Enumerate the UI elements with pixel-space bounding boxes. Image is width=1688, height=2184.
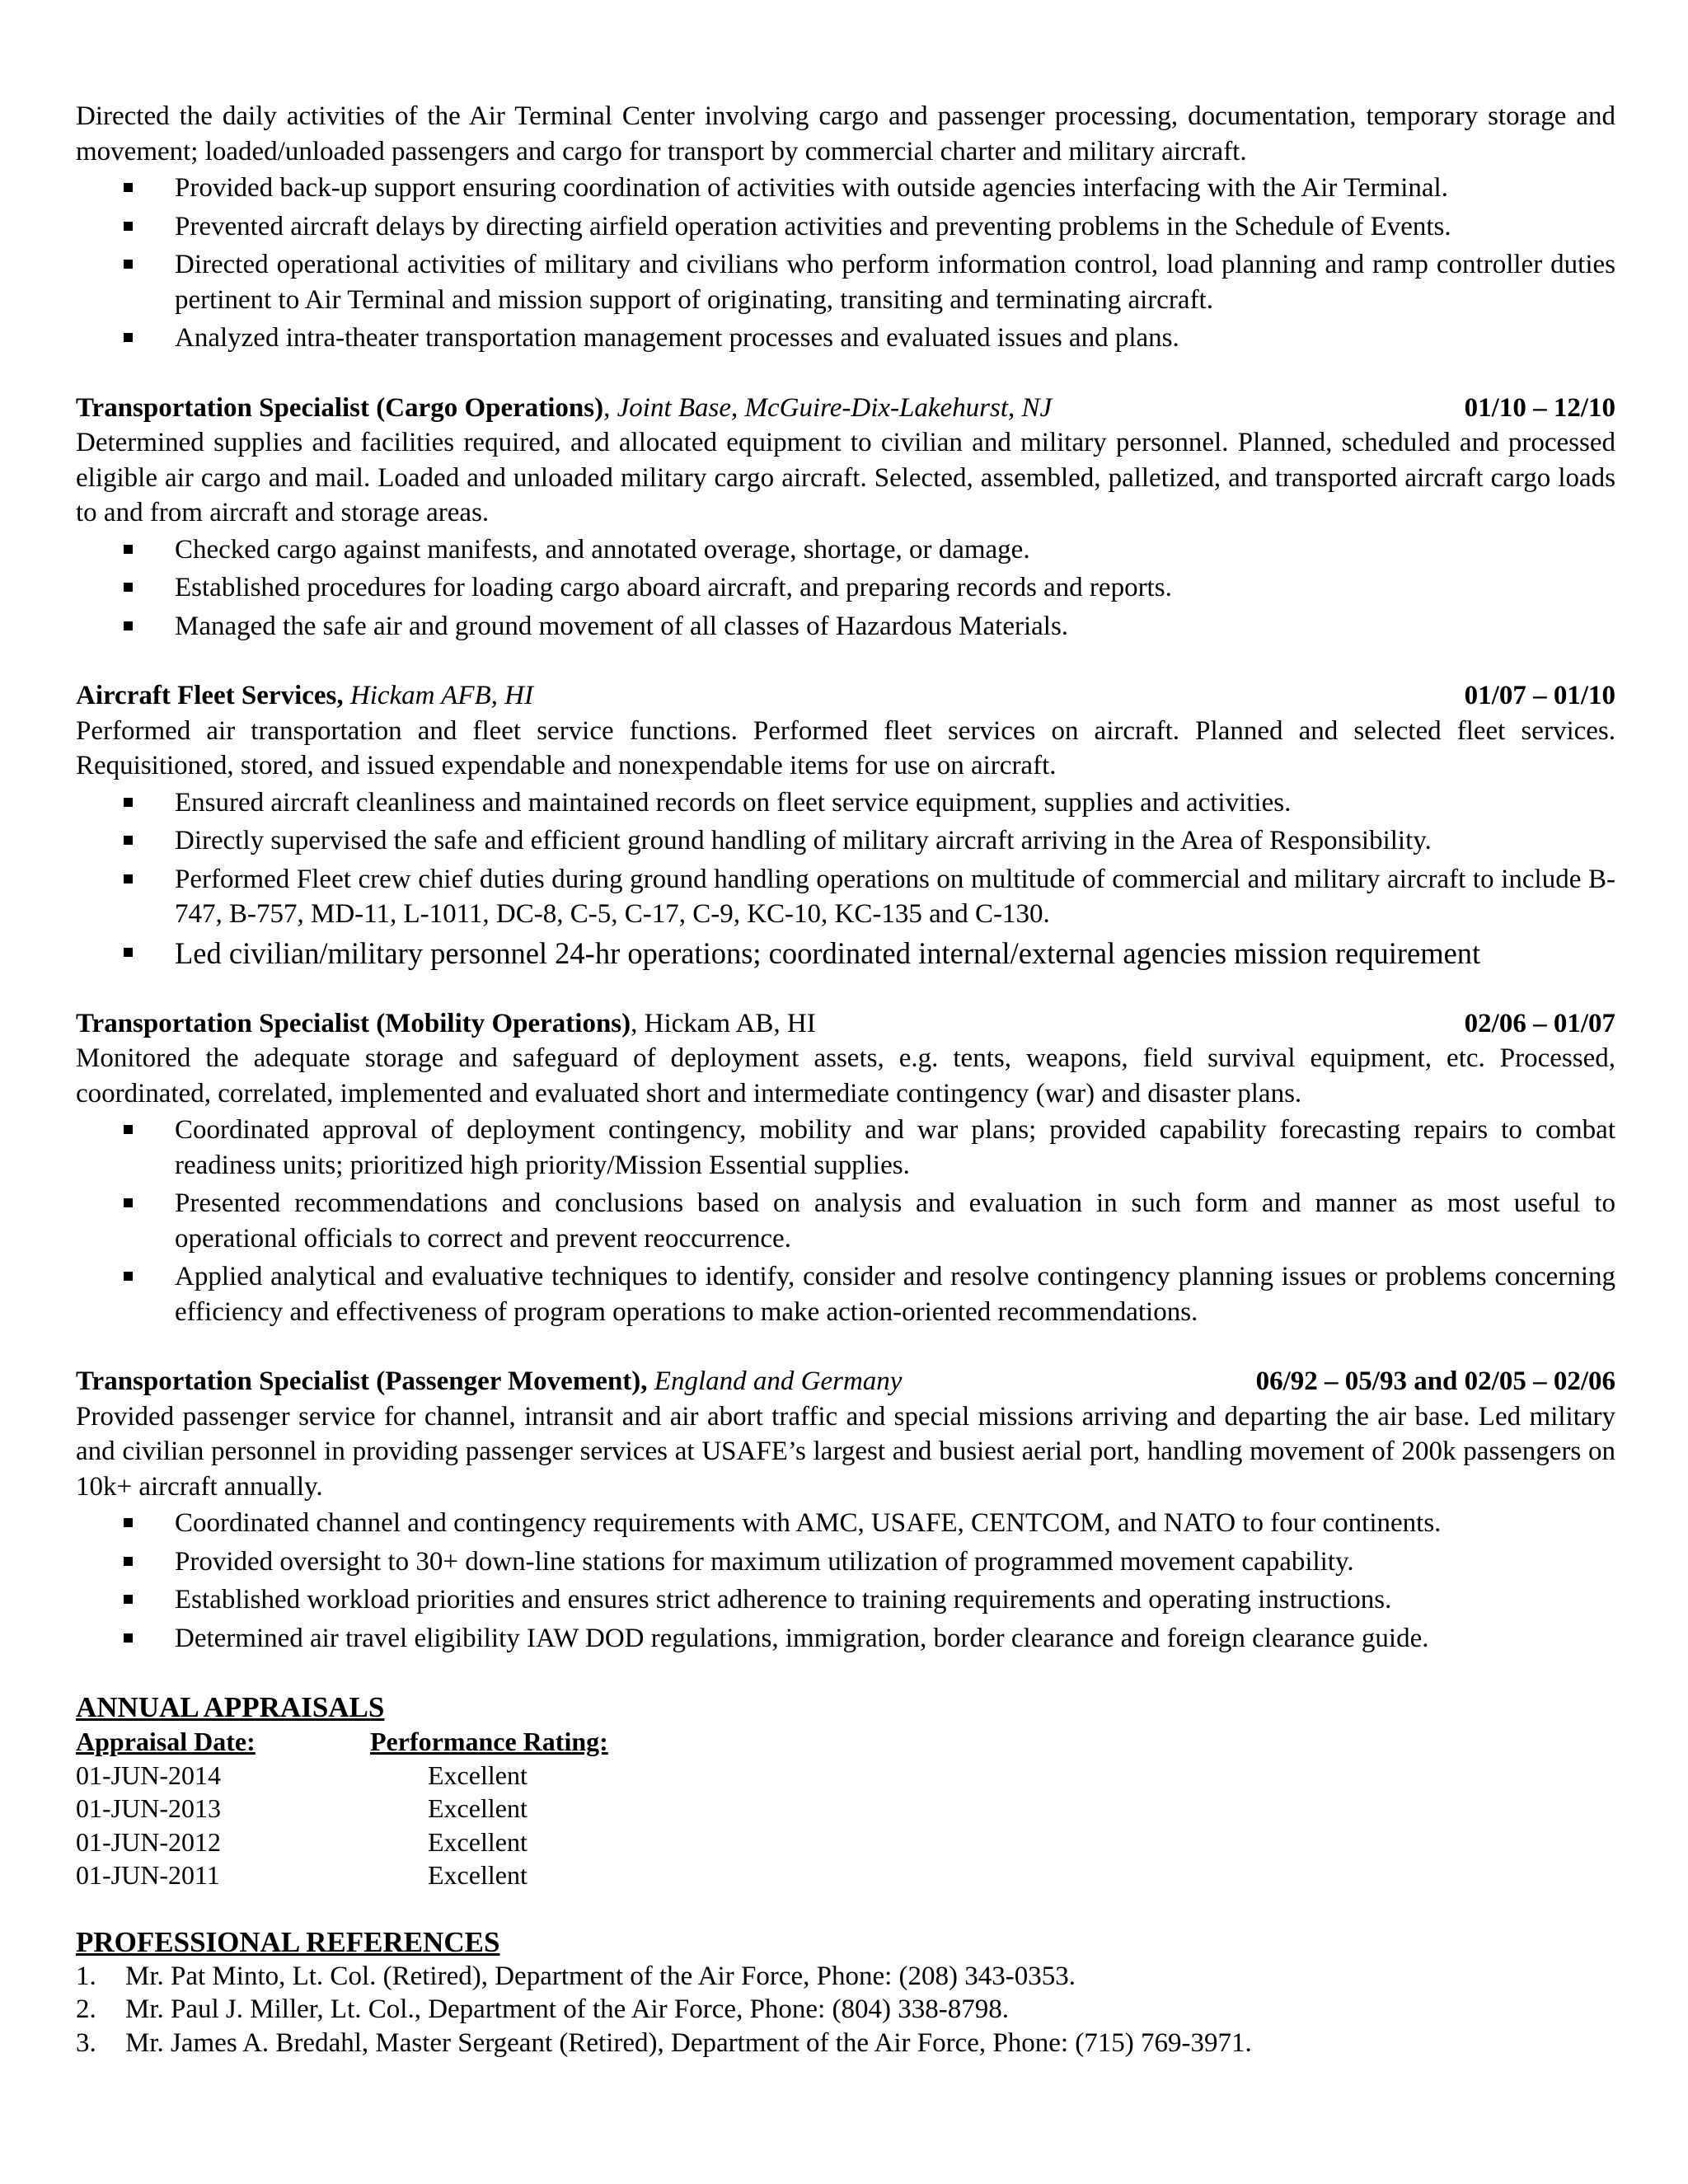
job-header: Transportation Specialist (Mobility Operations), Hickam AB, HI 02/06 – 01/07 [76, 1006, 1615, 1042]
list-item: Determined air travel eligibility IAW DOD regulations, immigration, border clearance and foreign clearance guide. [175, 1621, 1615, 1657]
bullet-icon [124, 1125, 133, 1134]
appraisal-date: 01-JUN-2013 [76, 1793, 221, 1823]
bullet-icon [124, 222, 133, 231]
list-item [76, 1993, 1615, 2027]
table-row [76, 1858, 1615, 1892]
reference-number: 2. [76, 1994, 96, 2024]
reference-number: 1. [76, 1961, 96, 1991]
job-location: Hickam AFB, HI [349, 681, 533, 710]
list-item: Checked cargo against manifests, and annotated overage, shortage, or damage. [175, 532, 1615, 568]
list-item: Applied analytical and evaluative techniques to identify, consider and resolve contingency planning issues or problems concerning efficiency and effectiveness of program operations to make action-oriented recommendations. [175, 1259, 1615, 1329]
intro-section [76, 99, 1615, 356]
bullet-icon [124, 1633, 133, 1643]
bullet-icon [124, 1557, 133, 1566]
list-item [76, 2027, 1615, 2060]
appraisals-section [76, 1690, 1615, 1892]
reference-text: Mr. James A. Bredahl, Master Sergeant (Retired), Department of the Air Force, Phone: (715) 769-3971. [125, 2027, 1252, 2058]
list-item: Directed operational activities of military and civilians who perform information control, load planning and ramp controller duties pertinent to Air Terminal and mission support of originating, transiting and terminating aircraft. [175, 247, 1615, 317]
job-title: Transportation Specialist (Passenger Movement), [76, 1366, 648, 1396]
bullet-icon [124, 1198, 133, 1207]
appraisal-date: 01-JUN-2011 [76, 1860, 220, 1890]
appraisal-rating: Excellent [428, 1860, 528, 1890]
job-entry-passenger-movement [76, 1364, 1615, 1656]
job-bullets [76, 1113, 1615, 1329]
list-item: Ensured aircraft cleanliness and maintained records on fleet service equipment, supplies and activities. [175, 785, 1615, 821]
list-item [76, 1960, 1615, 1994]
job-title: Transportation Specialist (Mobility Operations) [76, 1008, 631, 1038]
reference-text: Mr. Paul J. Miller, Lt. Col., Department of the Air Force, Phone: (804) 338-8798. [125, 1994, 1009, 2024]
list-item: Coordinated channel and contingency requirements with AMC, USAFE, CENTCOM, and NATO to four continents. [175, 1506, 1615, 1541]
list-item: Led civilian/military personnel 24-hr operations; coordinated internal/external agencies mission requirement [175, 935, 1615, 972]
job-description: Monitored the adequate storage and safeguard of deployment assets, e.g. tents, weapons, field survival equipment, etc. Processed, coordinated, correlated, implemented and evaluated short and intermediate contingency (war) and disaster plans. [76, 1043, 1615, 1108]
column-header-rating: Performance Rating: [370, 1727, 608, 1756]
list-item: Prevented aircraft delays by directing airfield operation activities and preventing problems in the Schedule of Events. [175, 209, 1615, 245]
job-entry-mobility-operations [76, 1006, 1615, 1330]
reference-text: Mr. Pat Minto, Lt. Col. (Retired), Department of the Air Force, Phone: (208) 343-0353. [125, 1961, 1076, 1991]
appraisals-heading: ANNUAL APPRAISALS [76, 1691, 385, 1723]
job-bullets [76, 1506, 1615, 1656]
references-heading: PROFESSIONAL REFERENCES [76, 1925, 500, 1958]
bullet-icon [124, 260, 133, 269]
table-row [76, 1792, 1615, 1825]
table-row [76, 1759, 1615, 1793]
bullet-icon [124, 583, 133, 592]
resume-page [76, 99, 1615, 2060]
list-item: Analyzed intra-theater transportation management processes and evaluated issues and plans. [175, 321, 1615, 356]
job-description: Performed air transportation and fleet service functions. Performed fleet services on aircraft. Planned and selected fleet services. Requisitioned, stored, and issued expendable and nonexpendable items for use on aircraft. [76, 715, 1615, 780]
list-item: Presented recommendations and conclusions based on analysis and evaluation in such form and manner as most useful to operational officials to correct and prevent reoccurrence. [175, 1186, 1615, 1256]
list-item: Directly supervised the safe and efficient ground handling of military aircraft arriving in the Area of Responsibility. [175, 823, 1615, 859]
job-title: Aircraft Fleet Services, [76, 681, 344, 710]
intro-text: Directed the daily activities of the Air Terminal Center involving cargo and passenger processing, documentation, temporary storage and movement; loaded/unloaded passengers and cargo for transport by commercial charter and military aircraft. [76, 101, 1615, 166]
appraisal-date: 01-JUN-2012 [76, 1826, 221, 1857]
job-location: England and Germany [654, 1366, 903, 1396]
bullet-icon [124, 836, 133, 845]
job-location: Joint Base, McGuire-Dix-Lakehurst, NJ [617, 392, 1053, 423]
job-header: Transportation Specialist (Cargo Operations), Joint Base, McGuire-Dix-Lakehurst, NJ 01/10 – 12/10 [76, 391, 1615, 426]
table-row [76, 1825, 1615, 1859]
bullet-icon [124, 1272, 133, 1281]
list-item: Coordinated approval of deployment contingency, mobility and war plans; provided capability forecasting repairs to combat readiness units; prioritized high priority/Mission Essential supplies. [175, 1113, 1615, 1183]
job-dates: 01/10 – 12/10 [1464, 392, 1615, 423]
job-description: Provided passenger service for channel, intransit and air abort traffic and special missions arriving and departing the air base. Led military and civilian personnel in providing passenger services at USAFE’s largest and busiest aerial port, handling movement of 200k passengers on 10k+ aircraft annually. [76, 1401, 1615, 1502]
appraisal-date: 01-JUN-2014 [76, 1760, 221, 1790]
job-header [76, 1364, 1615, 1399]
appraisal-rating: Excellent [428, 1826, 528, 1857]
job-bullets [76, 532, 1615, 644]
job-dates: 01/07 – 01/10 [1464, 681, 1615, 710]
intro-bullets [76, 171, 1615, 356]
bullet-icon [124, 1518, 133, 1527]
bullet-icon [124, 1595, 133, 1604]
list-item: Established workload priorities and ensures strict adherence to training requirements and operating instructions. [175, 1582, 1615, 1618]
list-item: Established procedures for loading cargo aboard aircraft, and preparing records and reports. [175, 570, 1615, 606]
job-dates: 06/92 – 05/93 and 02/05 – 02/06 [1255, 1366, 1615, 1396]
references-section [76, 1925, 1615, 2060]
table-header-row [76, 1725, 1615, 1759]
job-entry-fleet-services [76, 678, 1615, 972]
column-header-date: Appraisal Date: [76, 1727, 256, 1756]
appraisal-rating: Excellent [428, 1793, 528, 1823]
bullet-icon [124, 621, 133, 630]
bullet-icon [124, 545, 133, 554]
appraisal-rating: Excellent [428, 1760, 528, 1790]
appraisals-table [76, 1725, 1615, 1892]
list-item: Provided oversight to 30+ down-line stations for maximum utilization of programmed movement capability. [175, 1544, 1615, 1580]
job-title: Transportation Specialist (Cargo Operations) [76, 392, 604, 423]
job-header [76, 678, 1615, 714]
job-location: Hickam AB, HI [644, 1008, 816, 1038]
bullet-icon [124, 183, 133, 192]
job-dates: 02/06 – 01/07 [1464, 1008, 1615, 1038]
bullet-icon [124, 948, 133, 957]
reference-number: 3. [76, 2027, 96, 2058]
list-item: Performed Fleet crew chief duties during ground handling operations on multitude of commercial and military aircraft to include B-747, B-757, MD-11, L-1011, DC-8, C-5, C-17, C-9, KC-10, KC-135 and C-130. [175, 862, 1615, 932]
list-item: Provided back-up support ensuring coordination of activities with outside agencies interfacing with the Air Terminal. [175, 171, 1615, 206]
list-item: Managed the safe air and ground movement of all classes of Hazardous Materials. [175, 609, 1615, 644]
bullet-icon [124, 798, 133, 807]
job-bullets [76, 785, 1615, 972]
job-entry-cargo-operations [76, 391, 1615, 644]
bullet-icon [124, 874, 133, 883]
job-description: Determined supplies and facilities required, and allocated equipment to civilian and military personnel. Planned, scheduled and processed eligible air cargo and mail. Loaded and unloaded military cargo aircraft. Selected, assembled, palletized, and transported aircraft cargo loads to and from aircraft and storage areas. [76, 428, 1615, 527]
bullet-icon [124, 333, 133, 342]
references-list [76, 1960, 1615, 2060]
